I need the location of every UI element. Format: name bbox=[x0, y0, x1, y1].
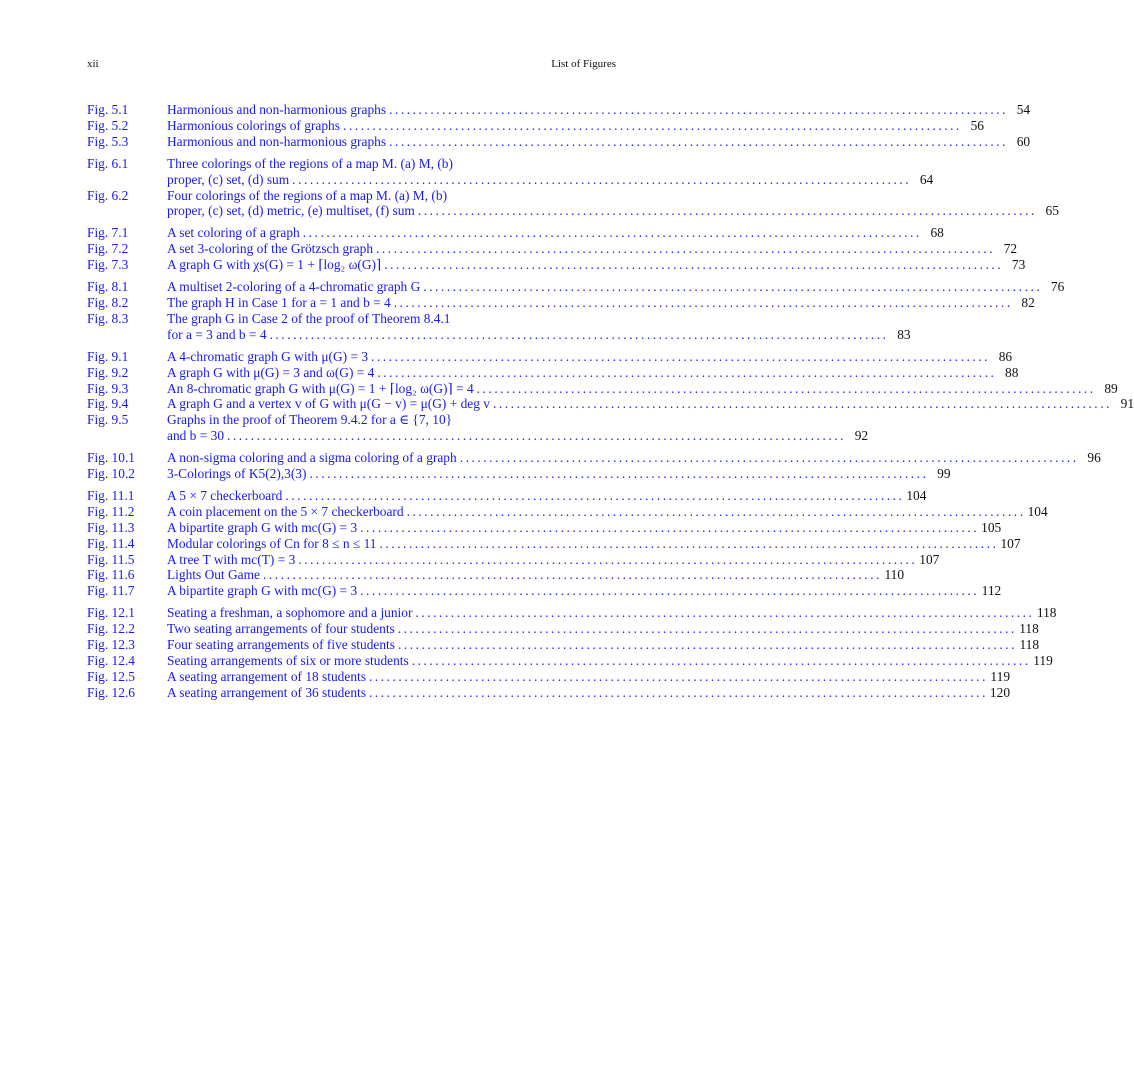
dot-leader bbox=[423, 279, 1039, 295]
figure-number[interactable]: Fig. 5.1 bbox=[87, 102, 129, 117]
dot-leader bbox=[343, 118, 959, 134]
page-ref[interactable]: 56 bbox=[970, 117, 984, 133]
figure-entry[interactable] bbox=[87, 605, 1057, 621]
dot-leader bbox=[270, 327, 886, 343]
caption-text[interactable]: A seating arrangement of 18 students bbox=[167, 668, 366, 684]
caption-text[interactable]: Harmonious colorings of graphs bbox=[167, 117, 340, 133]
caption-text[interactable]: Modular colorings of Cn for 8 ≤ n ≤ 11 bbox=[167, 535, 377, 551]
page-ref[interactable]: 65 bbox=[1045, 203, 1059, 219]
dot-leader bbox=[285, 488, 901, 504]
dot-leader bbox=[394, 295, 1010, 311]
page-ref[interactable]: 92 bbox=[854, 428, 869, 444]
figure-number[interactable]: Fig. 10.1 bbox=[87, 450, 135, 466]
figure-number[interactable]: Fig. 12.5 bbox=[87, 668, 135, 684]
caption-text[interactable]: Harmonious and non-harmonious graphs bbox=[167, 133, 387, 149]
caption-line bbox=[167, 488, 926, 504]
figure-group bbox=[87, 102, 1031, 150]
figure-entry[interactable] bbox=[87, 551, 940, 568]
caption-line bbox=[167, 520, 1001, 536]
page-ref[interactable]: 72 bbox=[1003, 241, 1018, 257]
figure-number[interactable]: Fig. 8.3 bbox=[87, 310, 129, 326]
figure-caption bbox=[167, 552, 939, 568]
caption-line bbox=[167, 621, 1039, 637]
page-ref[interactable]: 118 bbox=[1036, 605, 1057, 621]
figure-number[interactable]: Fig. 12.3 bbox=[87, 637, 135, 653]
page-ref[interactable]: 118 bbox=[1019, 621, 1039, 637]
figure-entry[interactable] bbox=[87, 279, 1065, 295]
page-ref[interactable]: 118 bbox=[1019, 637, 1040, 653]
page-ref[interactable]: 99 bbox=[937, 466, 951, 482]
dot-leader bbox=[477, 381, 1093, 397]
figure-entry[interactable] bbox=[87, 684, 1011, 701]
figure-caption bbox=[167, 466, 951, 482]
figure-number[interactable]: Fig. 11.4 bbox=[87, 535, 135, 551]
figure-caption bbox=[167, 567, 904, 583]
caption-text[interactable]: A seating arrangement of 36 students bbox=[167, 684, 366, 700]
figure-entry[interactable] bbox=[87, 519, 1002, 536]
figure-number[interactable]: Fig. 9.2 bbox=[87, 364, 129, 380]
dot-leader bbox=[379, 536, 995, 552]
dot-leader bbox=[227, 428, 843, 444]
caption-text[interactable]: for a = 3 and b = 4 bbox=[167, 326, 267, 342]
figure-caption bbox=[167, 520, 1001, 536]
dot-leader bbox=[418, 203, 1034, 219]
caption-line bbox=[167, 396, 1134, 412]
page-ref[interactable]: 68 bbox=[930, 225, 944, 241]
dot-leader bbox=[407, 504, 1023, 520]
page-ref[interactable]: 60 bbox=[1016, 133, 1031, 149]
page-ref[interactable]: 119 bbox=[990, 668, 1011, 684]
caption-line bbox=[167, 295, 1035, 311]
figure-entry[interactable] bbox=[87, 583, 1002, 599]
figure-number[interactable]: Fig. 7.1 bbox=[87, 225, 129, 241]
caption-text[interactable]: The graph G in Case 2 of the proof of Theorem 8.4.1 bbox=[167, 310, 451, 326]
figure-number[interactable]: Fig. 11.3 bbox=[87, 519, 135, 535]
dot-leader bbox=[369, 669, 985, 685]
caption-line bbox=[167, 567, 904, 583]
dot-leader bbox=[376, 241, 992, 257]
figure-entry[interactable] bbox=[87, 503, 1048, 520]
figure-entry[interactable] bbox=[87, 225, 944, 241]
figure-caption bbox=[167, 583, 1001, 599]
page-ref[interactable]: 89 bbox=[1104, 380, 1118, 396]
caption-text[interactable]: proper, (c) set, (d) sum bbox=[167, 171, 290, 187]
caption-line bbox=[167, 365, 1018, 381]
caption-line bbox=[167, 412, 868, 428]
caption-text[interactable]: The graph H in Case 1 for a = 1 and b = 4 bbox=[167, 294, 391, 310]
page-ref[interactable]: 73 bbox=[1011, 257, 1026, 273]
figure-caption bbox=[167, 102, 1030, 118]
dot-leader bbox=[369, 685, 985, 701]
dot-leader bbox=[493, 396, 1109, 412]
caption-text[interactable]: A set 3-coloring of the Grötzsch graph bbox=[167, 241, 374, 257]
caption-line bbox=[167, 653, 1053, 669]
figure-entry[interactable] bbox=[87, 466, 951, 482]
page-ref[interactable]: 112 bbox=[981, 583, 1002, 599]
figure-group bbox=[87, 225, 1026, 273]
caption-line bbox=[167, 685, 1010, 701]
figure-number[interactable]: Fig. 8.2 bbox=[87, 294, 129, 310]
figure-group bbox=[87, 487, 1048, 599]
figure-number[interactable]: Fig. 6.2 bbox=[87, 187, 129, 203]
page-ref[interactable]: 86 bbox=[998, 348, 1013, 364]
caption-line bbox=[167, 203, 1059, 219]
figure-number[interactable]: Fig. 11.7 bbox=[87, 583, 135, 599]
figure-entry[interactable] bbox=[87, 348, 1013, 365]
figure-entry[interactable] bbox=[87, 396, 1134, 412]
figure-caption bbox=[167, 396, 1134, 412]
figure-caption bbox=[167, 685, 1010, 701]
caption-line bbox=[167, 552, 939, 568]
caption-line bbox=[167, 583, 1001, 599]
dot-leader bbox=[292, 172, 908, 188]
dot-leader bbox=[384, 257, 1000, 273]
dot-leader bbox=[398, 621, 1014, 637]
figure-number[interactable]: Fig. 12.2 bbox=[87, 621, 135, 637]
page-ref[interactable]: 64 bbox=[919, 171, 934, 187]
figure-caption bbox=[167, 156, 933, 188]
caption-line bbox=[167, 349, 1012, 365]
figure-caption bbox=[167, 349, 1012, 365]
figure-group bbox=[87, 279, 1065, 343]
dot-leader bbox=[460, 450, 1076, 466]
caption-text[interactable]: 3-Colorings of K5(2),3(3) bbox=[167, 466, 307, 482]
caption-text[interactable]: Lights Out Game bbox=[167, 567, 260, 583]
dot-leader bbox=[389, 102, 1005, 118]
caption-text[interactable]: A graph G with μ(G) = 3 and ω(G) = 4 bbox=[167, 364, 375, 380]
figure-number[interactable]: Fig. 9.4 bbox=[87, 396, 129, 412]
caption-text[interactable]: A graph G with χs(G) = 1 + ⌈log₂ ω(G)⌉ bbox=[167, 257, 382, 273]
figure-number[interactable]: Fig. 11.2 bbox=[87, 503, 135, 519]
dot-leader bbox=[377, 365, 993, 381]
figure-caption bbox=[167, 450, 1101, 466]
figure-entry[interactable] bbox=[87, 621, 1039, 637]
figure-number[interactable]: Fig. 7.2 bbox=[87, 241, 129, 257]
dot-leader bbox=[298, 552, 914, 568]
caption-text[interactable]: Four colorings of the regions of a map M. (a) M, (b) bbox=[167, 187, 448, 203]
dot-leader bbox=[371, 349, 987, 365]
caption-line bbox=[167, 311, 911, 327]
page-ref[interactable]: 107 bbox=[919, 551, 940, 567]
figure-caption bbox=[167, 653, 1053, 669]
caption-text[interactable]: Three colorings of the regions of a map M. (a) M, (b) bbox=[167, 155, 453, 171]
page-ref[interactable]: 104 bbox=[1027, 503, 1048, 519]
figure-caption bbox=[167, 118, 984, 134]
dot-leader bbox=[360, 520, 976, 536]
figure-caption bbox=[167, 134, 1030, 150]
figure-entry[interactable] bbox=[87, 133, 1031, 150]
caption-line bbox=[167, 241, 1017, 257]
figure-caption bbox=[167, 241, 1017, 257]
dot-leader bbox=[415, 605, 1031, 621]
page-ref[interactable]: 107 bbox=[1000, 535, 1021, 551]
figure-caption bbox=[167, 637, 1039, 653]
figure-number[interactable]: Fig. 8.1 bbox=[87, 279, 129, 295]
figure-number[interactable]: Fig. 11.6 bbox=[87, 567, 135, 583]
caption-text[interactable]: A bipartite graph G with mc(G) = 3 bbox=[167, 583, 358, 599]
caption-line bbox=[167, 156, 933, 172]
page-ref[interactable]: 91 bbox=[1120, 396, 1134, 412]
figure-caption bbox=[167, 311, 911, 343]
figure-group bbox=[87, 348, 1134, 444]
caption-text[interactable]: A bipartite graph G with mc(G) = 3 bbox=[167, 519, 358, 535]
figure-caption bbox=[167, 257, 1025, 273]
page-ref[interactable]: 54 bbox=[1016, 102, 1031, 117]
figure-number[interactable]: Fig. 12.6 bbox=[87, 684, 135, 700]
caption-text[interactable]: Harmonious and non-harmonious graphs bbox=[167, 102, 387, 117]
dot-leader bbox=[263, 567, 879, 583]
caption-text[interactable]: Seating a freshman, a sophomore and a junior bbox=[167, 605, 413, 621]
figure-caption bbox=[167, 621, 1039, 637]
figure-group bbox=[87, 605, 1057, 700]
caption-line bbox=[167, 536, 1021, 552]
figure-entry[interactable] bbox=[87, 535, 1021, 552]
figure-entry[interactable] bbox=[87, 637, 1040, 653]
figure-number[interactable]: Fig. 11.5 bbox=[87, 551, 135, 567]
page-ref[interactable]: 104 bbox=[906, 487, 927, 503]
caption-text[interactable]: A coin placement on the 5 × 7 checkerboard bbox=[167, 503, 404, 519]
figure-entry[interactable] bbox=[87, 450, 1101, 466]
caption-line bbox=[167, 118, 984, 134]
figure-entry[interactable] bbox=[87, 155, 934, 188]
figure-number[interactable]: Fig. 12.4 bbox=[87, 653, 135, 668]
list-of-figures bbox=[87, 102, 1134, 707]
caption-line bbox=[167, 669, 1010, 685]
caption-text[interactable]: proper, (c) set, (d) metric, (e) multiset, (f) sum bbox=[167, 203, 415, 219]
page-ref[interactable]: 76 bbox=[1050, 279, 1065, 295]
caption-line bbox=[167, 172, 933, 188]
page-ref[interactable]: 119 bbox=[1033, 653, 1053, 668]
figure-caption bbox=[167, 365, 1018, 381]
figure-entry[interactable] bbox=[87, 310, 911, 343]
figure-group bbox=[87, 155, 1059, 220]
figure-caption bbox=[167, 295, 1035, 311]
caption-line bbox=[167, 188, 1059, 204]
figure-caption bbox=[167, 225, 944, 241]
caption-line bbox=[167, 102, 1030, 118]
figure-entry[interactable] bbox=[87, 257, 1026, 273]
figure-number[interactable]: Fig. 11.1 bbox=[87, 487, 135, 503]
page-ref[interactable]: 105 bbox=[981, 519, 1002, 535]
caption-text[interactable]: A tree T with mc(T) = 3 bbox=[167, 551, 296, 567]
figure-entry[interactable] bbox=[87, 364, 1019, 381]
figure-number[interactable]: Fig. 7.3 bbox=[87, 257, 129, 273]
caption-text[interactable]: A 5 × 7 checkerboard bbox=[167, 487, 283, 503]
figure-caption bbox=[167, 381, 1118, 397]
caption-text[interactable]: A graph G and a vertex v of G with μ(G − v) = μ(G) + deg v bbox=[167, 396, 490, 412]
page-ref[interactable]: 82 bbox=[1021, 294, 1035, 310]
figure-number[interactable]: Fig. 10.2 bbox=[87, 466, 135, 482]
running-head: List of Figures bbox=[551, 58, 616, 70]
caption-line bbox=[167, 466, 951, 482]
figure-group bbox=[87, 450, 1101, 482]
caption-line bbox=[167, 605, 1057, 621]
caption-line bbox=[167, 450, 1101, 466]
caption-line bbox=[167, 504, 1048, 520]
caption-text[interactable]: A non-sigma coloring and a sigma coloring of a graph bbox=[167, 450, 457, 466]
caption-text[interactable]: A 4-chromatic graph G with μ(G) = 3 bbox=[167, 348, 369, 364]
figure-entry[interactable] bbox=[87, 567, 905, 583]
page-ref[interactable]: 120 bbox=[989, 684, 1011, 700]
caption-line bbox=[167, 225, 944, 241]
figure-entry[interactable] bbox=[87, 294, 1035, 311]
figure-number[interactable]: Fig. 5.2 bbox=[87, 117, 129, 133]
figure-caption bbox=[167, 412, 868, 444]
figure-entry[interactable] bbox=[87, 380, 1118, 397]
dot-leader bbox=[389, 134, 1005, 150]
figure-entry[interactable] bbox=[87, 487, 927, 504]
caption-line bbox=[167, 381, 1118, 397]
dot-leader bbox=[398, 637, 1014, 653]
figure-entry[interactable] bbox=[87, 668, 1011, 685]
page-ref[interactable]: 88 bbox=[1005, 364, 1019, 380]
figure-caption bbox=[167, 605, 1057, 621]
figure-caption bbox=[167, 488, 926, 504]
figure-caption bbox=[167, 669, 1010, 685]
dot-leader bbox=[360, 583, 976, 599]
dot-leader bbox=[412, 653, 1028, 669]
caption-line bbox=[167, 134, 1030, 150]
figure-number[interactable]: Fig. 12.1 bbox=[87, 605, 135, 621]
figure-caption bbox=[167, 504, 1048, 520]
figure-caption bbox=[167, 279, 1064, 295]
figure-entry[interactable] bbox=[87, 412, 869, 444]
page-ref[interactable]: 96 bbox=[1087, 450, 1101, 466]
caption-line bbox=[167, 428, 868, 444]
figure-number[interactable]: Fig. 6.1 bbox=[87, 155, 129, 171]
dot-leader bbox=[309, 466, 925, 482]
page-ref[interactable]: 110 bbox=[884, 567, 905, 583]
figure-caption bbox=[167, 536, 1021, 552]
caption-text[interactable]: Four seating arrangements of five students bbox=[167, 637, 395, 653]
page-ref[interactable]: 83 bbox=[897, 326, 911, 342]
figure-entry[interactable] bbox=[87, 102, 1031, 118]
figure-entry[interactable] bbox=[87, 653, 1053, 669]
caption-text[interactable]: Seating arrangements of six or more students bbox=[167, 653, 409, 668]
figure-number[interactable]: Fig. 9.3 bbox=[87, 380, 129, 396]
page-number: xii bbox=[87, 58, 99, 70]
figure-caption bbox=[167, 188, 1059, 220]
caption-text[interactable]: A multiset 2-coloring of a 4-chromatic graph G bbox=[167, 279, 421, 295]
caption-line bbox=[167, 279, 1064, 295]
dot-leader bbox=[303, 225, 919, 241]
caption-line bbox=[167, 637, 1039, 653]
caption-line bbox=[167, 257, 1025, 273]
figure-entry[interactable] bbox=[87, 241, 1018, 257]
figure-number[interactable]: Fig. 9.1 bbox=[87, 348, 129, 364]
caption-line bbox=[167, 327, 911, 343]
caption-text[interactable]: and b = 30 bbox=[167, 428, 225, 444]
figure-entry[interactable] bbox=[87, 117, 984, 134]
figure-number[interactable]: Fig. 9.5 bbox=[87, 412, 129, 428]
caption-text[interactable]: A set coloring of a graph bbox=[167, 225, 300, 241]
figure-entry[interactable] bbox=[87, 187, 1059, 220]
figure-number[interactable]: Fig. 5.3 bbox=[87, 133, 129, 149]
caption-text[interactable]: An 8-chromatic graph G with μ(G) = 1 + ⌈log₂ ω(G)⌉ = 4 bbox=[167, 380, 474, 396]
caption-text[interactable]: Graphs in the proof of Theorem 9.4.2 for a ∈ {7, 10} bbox=[167, 412, 453, 428]
caption-text[interactable]: Two seating arrangements of four students bbox=[167, 621, 395, 637]
